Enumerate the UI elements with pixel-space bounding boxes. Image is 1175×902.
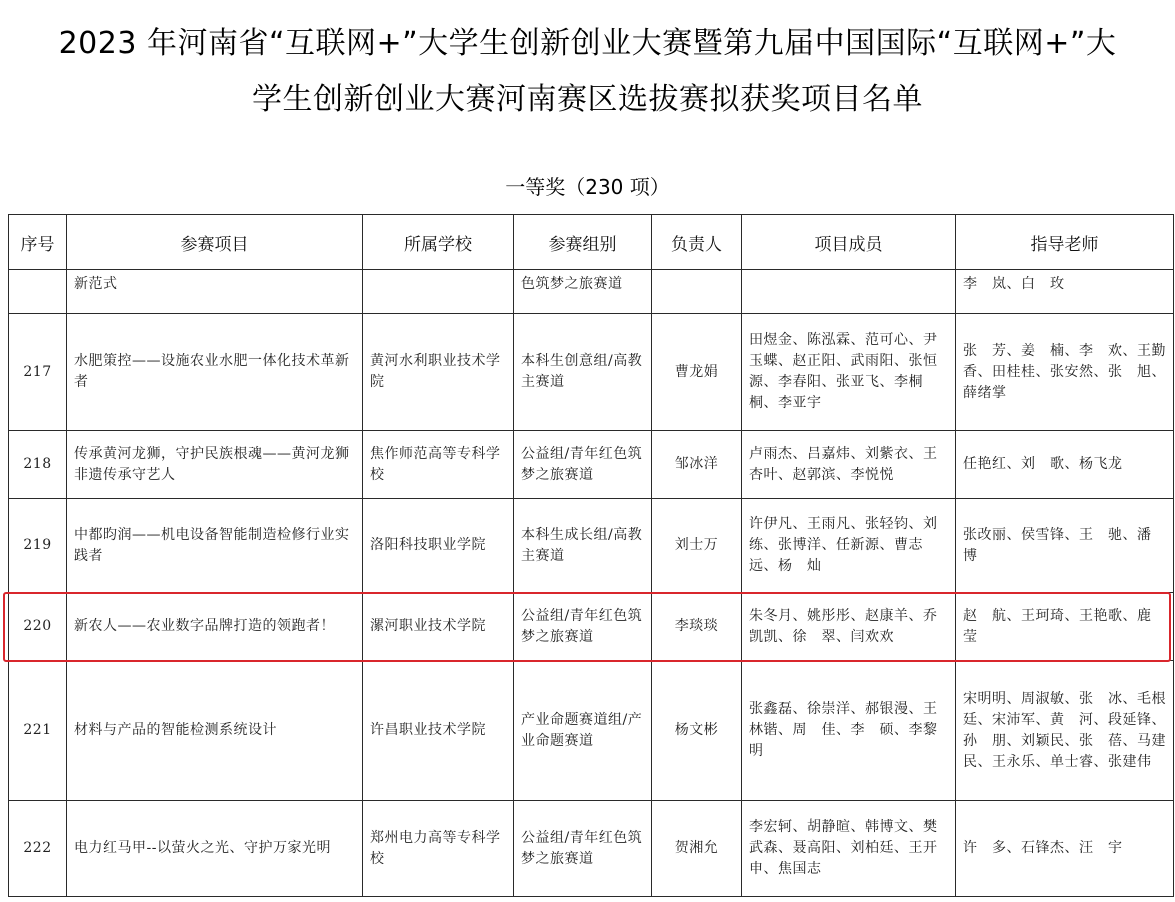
cell-group: 本科生创意组/高教主赛道 <box>514 314 652 431</box>
cell-seq: 221 <box>9 661 67 801</box>
cell-project: 水肥策控——设施农业水肥一体化技术革新者 <box>67 314 363 431</box>
document-title <box>0 16 1175 128</box>
cell-school: 漯河职业技术学院 <box>363 593 514 661</box>
cell-project: 新范式 <box>67 270 363 314</box>
header-advisors: 指导老师 <box>956 215 1174 270</box>
cell-members: 田煜金、陈泓霖、范可心、尹玉蝶、赵正阳、武雨阳、张恒源、李春阳、张亚飞、李桐桐、李亚宇 <box>742 314 956 431</box>
table-row <box>9 431 1174 499</box>
cell-seq: 218 <box>9 431 67 499</box>
cell-school: 郑州电力高等专科学校 <box>363 801 514 897</box>
table-row <box>9 661 1174 801</box>
header-leader: 负责人 <box>652 215 742 270</box>
award-table <box>8 214 1174 897</box>
cell-school: 洛阳科技职业学院 <box>363 499 514 593</box>
cell-advisors: 张 芳、姜 楠、李 欢、王勤香、田桂桂、张安然、张 旭、薛绪掌 <box>956 314 1174 431</box>
cell-leader: 邹冰洋 <box>652 431 742 499</box>
cell-school: 焦作师范高等专科学校 <box>363 431 514 499</box>
cell-members: 许伊凡、王雨凡、张轻钧、刘 练、张博洋、任新源、曹志远、杨 灿 <box>742 499 956 593</box>
cell-project: 中都昀润——机电设备智能制造检修行业实践者 <box>67 499 363 593</box>
cell-advisors: 许 多、石锋杰、汪 宇 <box>956 801 1174 897</box>
cell-members: 张鑫磊、徐崇洋、郝银漫、王林锴、周 佳、李 硕、李黎明 <box>742 661 956 801</box>
cell-seq: 220 <box>9 593 67 661</box>
cell-advisors: 张改丽、侯雪锋、王 驰、潘 博 <box>956 499 1174 593</box>
header-members: 项目成员 <box>742 215 956 270</box>
cell-project: 电力红马甲--以萤火之光、守护万家光明 <box>67 801 363 897</box>
table-row <box>9 314 1174 431</box>
cell-group: 本科生成长组/高教主赛道 <box>514 499 652 593</box>
cell-project: 传承黄河龙狮，守护民族根魂——黄河龙狮非遗传承守艺人 <box>67 431 363 499</box>
cell-leader: 曹龙娟 <box>652 314 742 431</box>
cell-advisors: 任艳红、刘 歌、杨飞龙 <box>956 431 1174 499</box>
cell-leader: 李琰琰 <box>652 593 742 661</box>
cell-project: 材料与产品的智能检测系统设计 <box>67 661 363 801</box>
cell-leader: 刘士万 <box>652 499 742 593</box>
cell-seq: 219 <box>9 499 67 593</box>
table-header-row <box>9 215 1174 270</box>
document-title-line-1: 2023 年河南省“互联网+”大学生创新创业大赛暨第九届中国国际“互联网+”大 <box>58 26 1117 61</box>
cell-school: 许昌职业技术学院 <box>363 661 514 801</box>
cell-members <box>742 270 956 314</box>
cell-advisors: 赵 航、王珂琦、王艳歌、鹿 莹 <box>956 593 1174 661</box>
header-group: 参赛组别 <box>514 215 652 270</box>
cell-group: 公益组/青年红色筑梦之旅赛道 <box>514 801 652 897</box>
cell-school: 黄河水利职业技术学院 <box>363 314 514 431</box>
document-title-line-2: 学生创新创业大赛河南赛区选拔赛拟获奖项目名单 <box>252 82 923 117</box>
cell-seq <box>9 270 67 314</box>
header-project: 参赛项目 <box>67 215 363 270</box>
cell-group: 产业命题赛道组/产业命题赛道 <box>514 661 652 801</box>
cell-advisors: 李 岚、白 玫 <box>956 270 1174 314</box>
cell-school <box>363 270 514 314</box>
cell-leader: 杨文彬 <box>652 661 742 801</box>
cell-leader <box>652 270 742 314</box>
cell-group: 色筑梦之旅赛道 <box>514 270 652 314</box>
header-seq: 序号 <box>9 215 67 270</box>
cell-project: 新农人——农业数字品牌打造的领跑者！ <box>67 593 363 661</box>
cell-seq: 217 <box>9 314 67 431</box>
cell-leader: 贺湘允 <box>652 801 742 897</box>
table-row-highlighted <box>9 593 1174 661</box>
cell-group: 公益组/青年红色筑梦之旅赛道 <box>514 593 652 661</box>
cell-members: 李宏轲、胡静暄、韩博文、樊武森、聂高阳、刘柏廷、王开申、焦国志 <box>742 801 956 897</box>
table-row <box>9 270 1174 314</box>
table-row <box>9 801 1174 897</box>
cell-members: 卢雨杰、吕嘉炜、刘紫衣、王杏叶、赵郭滨、李悦悦 <box>742 431 956 499</box>
table-row <box>9 499 1174 593</box>
cell-group: 公益组/青年红色筑梦之旅赛道 <box>514 431 652 499</box>
cell-advisors: 宋明明、周淑敏、张 冰、毛根廷、宋沛军、黄 河、段延锋、孙 朋、刘颖民、张 蓓、马建民、王永乐、单士睿、张建伟 <box>956 661 1174 801</box>
header-school: 所属学校 <box>363 215 514 270</box>
cell-seq: 222 <box>9 801 67 897</box>
award-section-title: 一等奖（230 项） <box>505 175 670 199</box>
cell-members: 朱冬月、姚彤彤、赵康羊、乔凯凯、徐 翠、闫欢欢 <box>742 593 956 661</box>
